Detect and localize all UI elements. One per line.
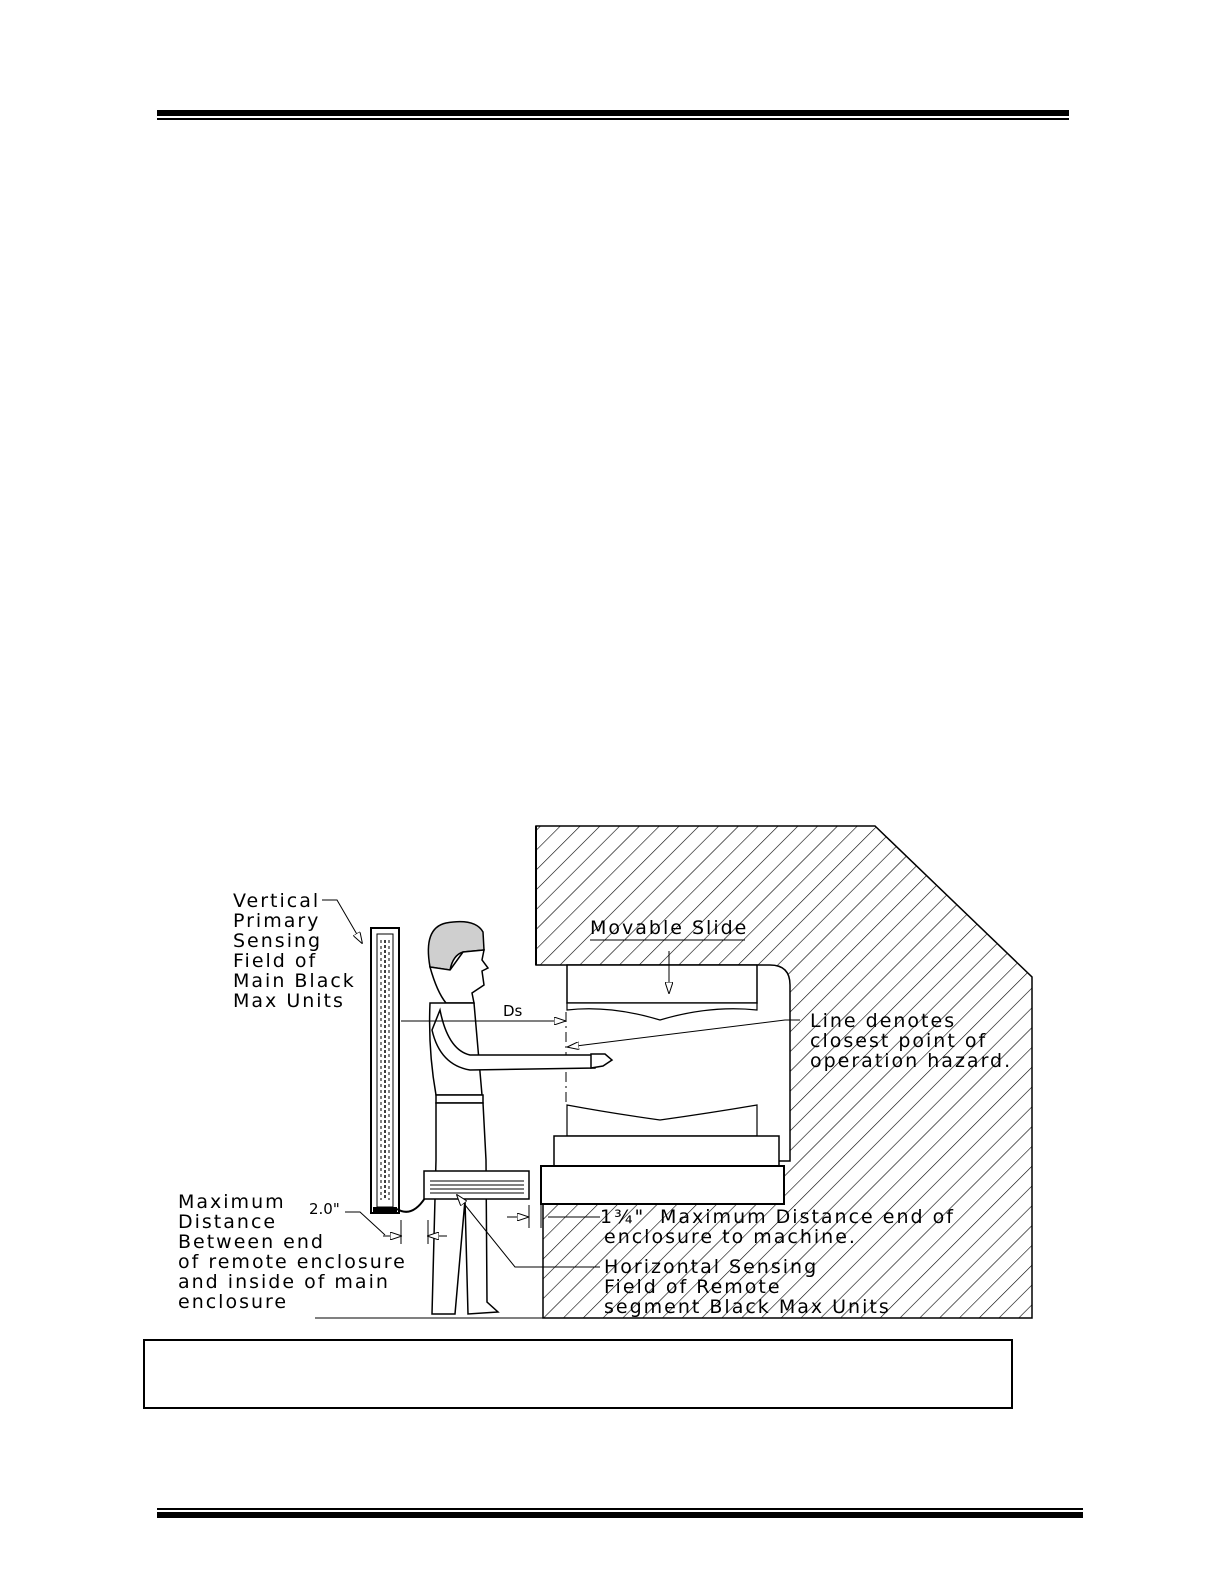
label-hazard-2: closest point of xyxy=(810,1030,988,1052)
caption-box xyxy=(143,1339,1013,1409)
label-hazard-1: Line denotes xyxy=(810,1010,957,1032)
operator-hand xyxy=(591,1054,612,1068)
label-max-machine-2: enclosure to machine. xyxy=(604,1226,857,1248)
label-max-distance-3: Between end xyxy=(178,1231,325,1253)
label-max-distance-6: enclosure xyxy=(178,1291,289,1313)
label-hazard-3: operation hazard. xyxy=(810,1050,1013,1072)
label-1-75: 1¾" xyxy=(600,1206,646,1228)
machine-bed xyxy=(541,1166,784,1204)
label-horizontal-field-1: Horizontal Sensing xyxy=(604,1256,819,1278)
label-vertical-field-2: Primary xyxy=(233,910,321,932)
slide-block xyxy=(567,965,757,1003)
label-horizontal-field-3: segment Black Max Units xyxy=(604,1296,891,1318)
footer-rule-thin xyxy=(157,1508,1083,1510)
label-2-inch: 2.0" xyxy=(309,1200,340,1218)
label-vertical-field-4: Field of xyxy=(233,950,318,972)
operator-belt xyxy=(436,1095,483,1103)
label-max-distance-5: and inside of main xyxy=(178,1271,390,1293)
lower-die xyxy=(567,1105,757,1136)
leader-hazard-line xyxy=(568,1020,800,1047)
label-max-distance-2: Distance xyxy=(178,1211,278,1233)
label-vertical-field-3: Sensing xyxy=(233,930,323,952)
leader-vertical-field xyxy=(322,900,362,943)
ds-label: Ds xyxy=(503,1002,523,1020)
bolster xyxy=(554,1136,779,1166)
footer-rule-thick xyxy=(157,1512,1083,1518)
label-vertical-field-5: Main Black xyxy=(233,970,356,992)
operator-legs xyxy=(432,1103,498,1314)
connecting-cable xyxy=(397,1198,425,1212)
leader-max-distance xyxy=(345,1212,385,1235)
label-vertical-field-6: Max Units xyxy=(233,990,345,1012)
label-max-distance-1: Maximum xyxy=(178,1191,286,1213)
label-max-machine-1: Maximum Distance end of xyxy=(660,1206,955,1228)
label-vertical-field-1: Vertical xyxy=(233,890,321,912)
slide-die-top xyxy=(567,1003,757,1020)
label-max-distance-4: of remote enclosure xyxy=(178,1251,407,1273)
label-horizontal-field-2: Field of Remote xyxy=(604,1276,782,1298)
label-movable-slide: Movable Slide xyxy=(590,917,749,939)
